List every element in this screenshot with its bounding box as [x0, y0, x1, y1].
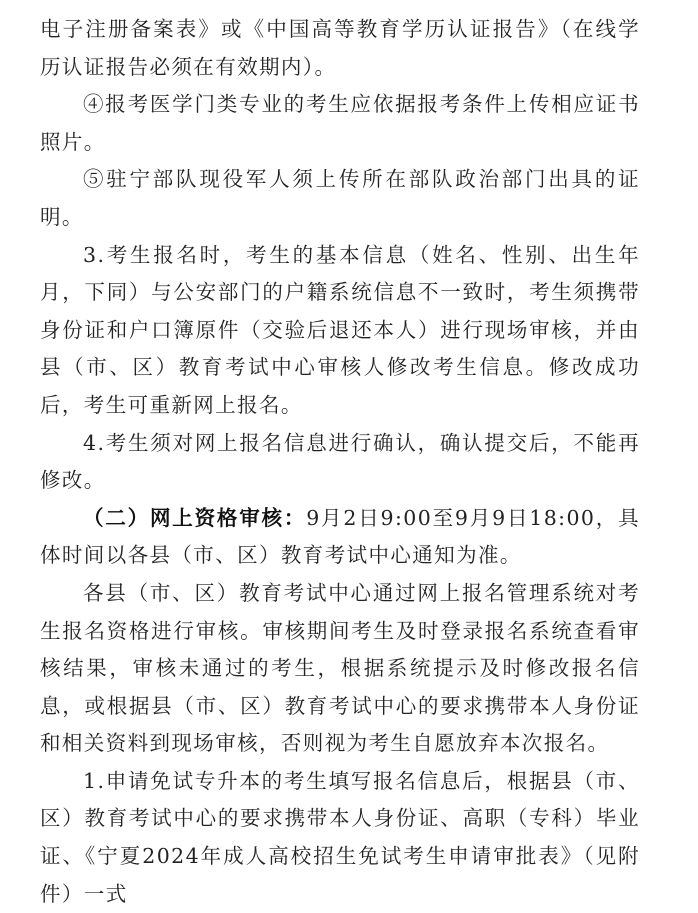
- paragraph-item-4: 4.考生须对网上报名信息进行确认，确认提交后，不能再修改。: [40, 430, 640, 493]
- section-heading: （二）网上资格审核：: [83, 505, 307, 530]
- paragraph-review-process: 各县（市、区）教育考试中心通过网上报名管理系统对考生报名资格进行审核。审核期间考生及时登录报名系统查看审核结果，审核未通过的考生，根据系统提示及时修改报名信息，或根据县（市、区）教育考试中心的要求携带本人身份证和相关资料到现场审核，否则视为考生自愿放弃本次报名。: [40, 580, 640, 756]
- paragraph-certificate-report: 电子注册备案表》或《中国高等教育学历认证报告》（在线学历认证报告必须在有效期内）。: [40, 17, 640, 79]
- paragraph-item-3: 3.考生报名时，考生的基本信息（姓名、性别、出生年月，下同）与公安部门的户籍系统信息不一致时，考生须携带身份证和户口簿原件（交验后退还本人）进行现场审核，并由县（市、区）教育考试中心审核人修改考生信息。修改成功后，考生可重新网上报名。: [40, 242, 640, 417]
- section-heading-body: 9月2日9:00至9月9日18:00，具体时间以各县（市、区）教育考试中心通知为准。: [40, 505, 640, 568]
- document-page: [40, 11, 640, 913]
- paragraph-exemption-item-1: 1.申请免试专升本的考生填写报名信息后，根据县（市、区）教育考试中心的要求携带本人身份证、高职（专科）毕业证、《宁夏2024年成人高校招生免试考生申请审批表》（见附件）一式: [40, 768, 640, 906]
- paragraph-medical-certificate: ④报考医学门类专业的考生应依据报考条件上传相应证书照片。: [40, 92, 640, 154]
- paragraph-qualification-review: [40, 500, 640, 575]
- paragraph-military-proof: ⑤驻宁部队现役军人须上传所在部队政治部门出具的证明。: [40, 167, 640, 229]
